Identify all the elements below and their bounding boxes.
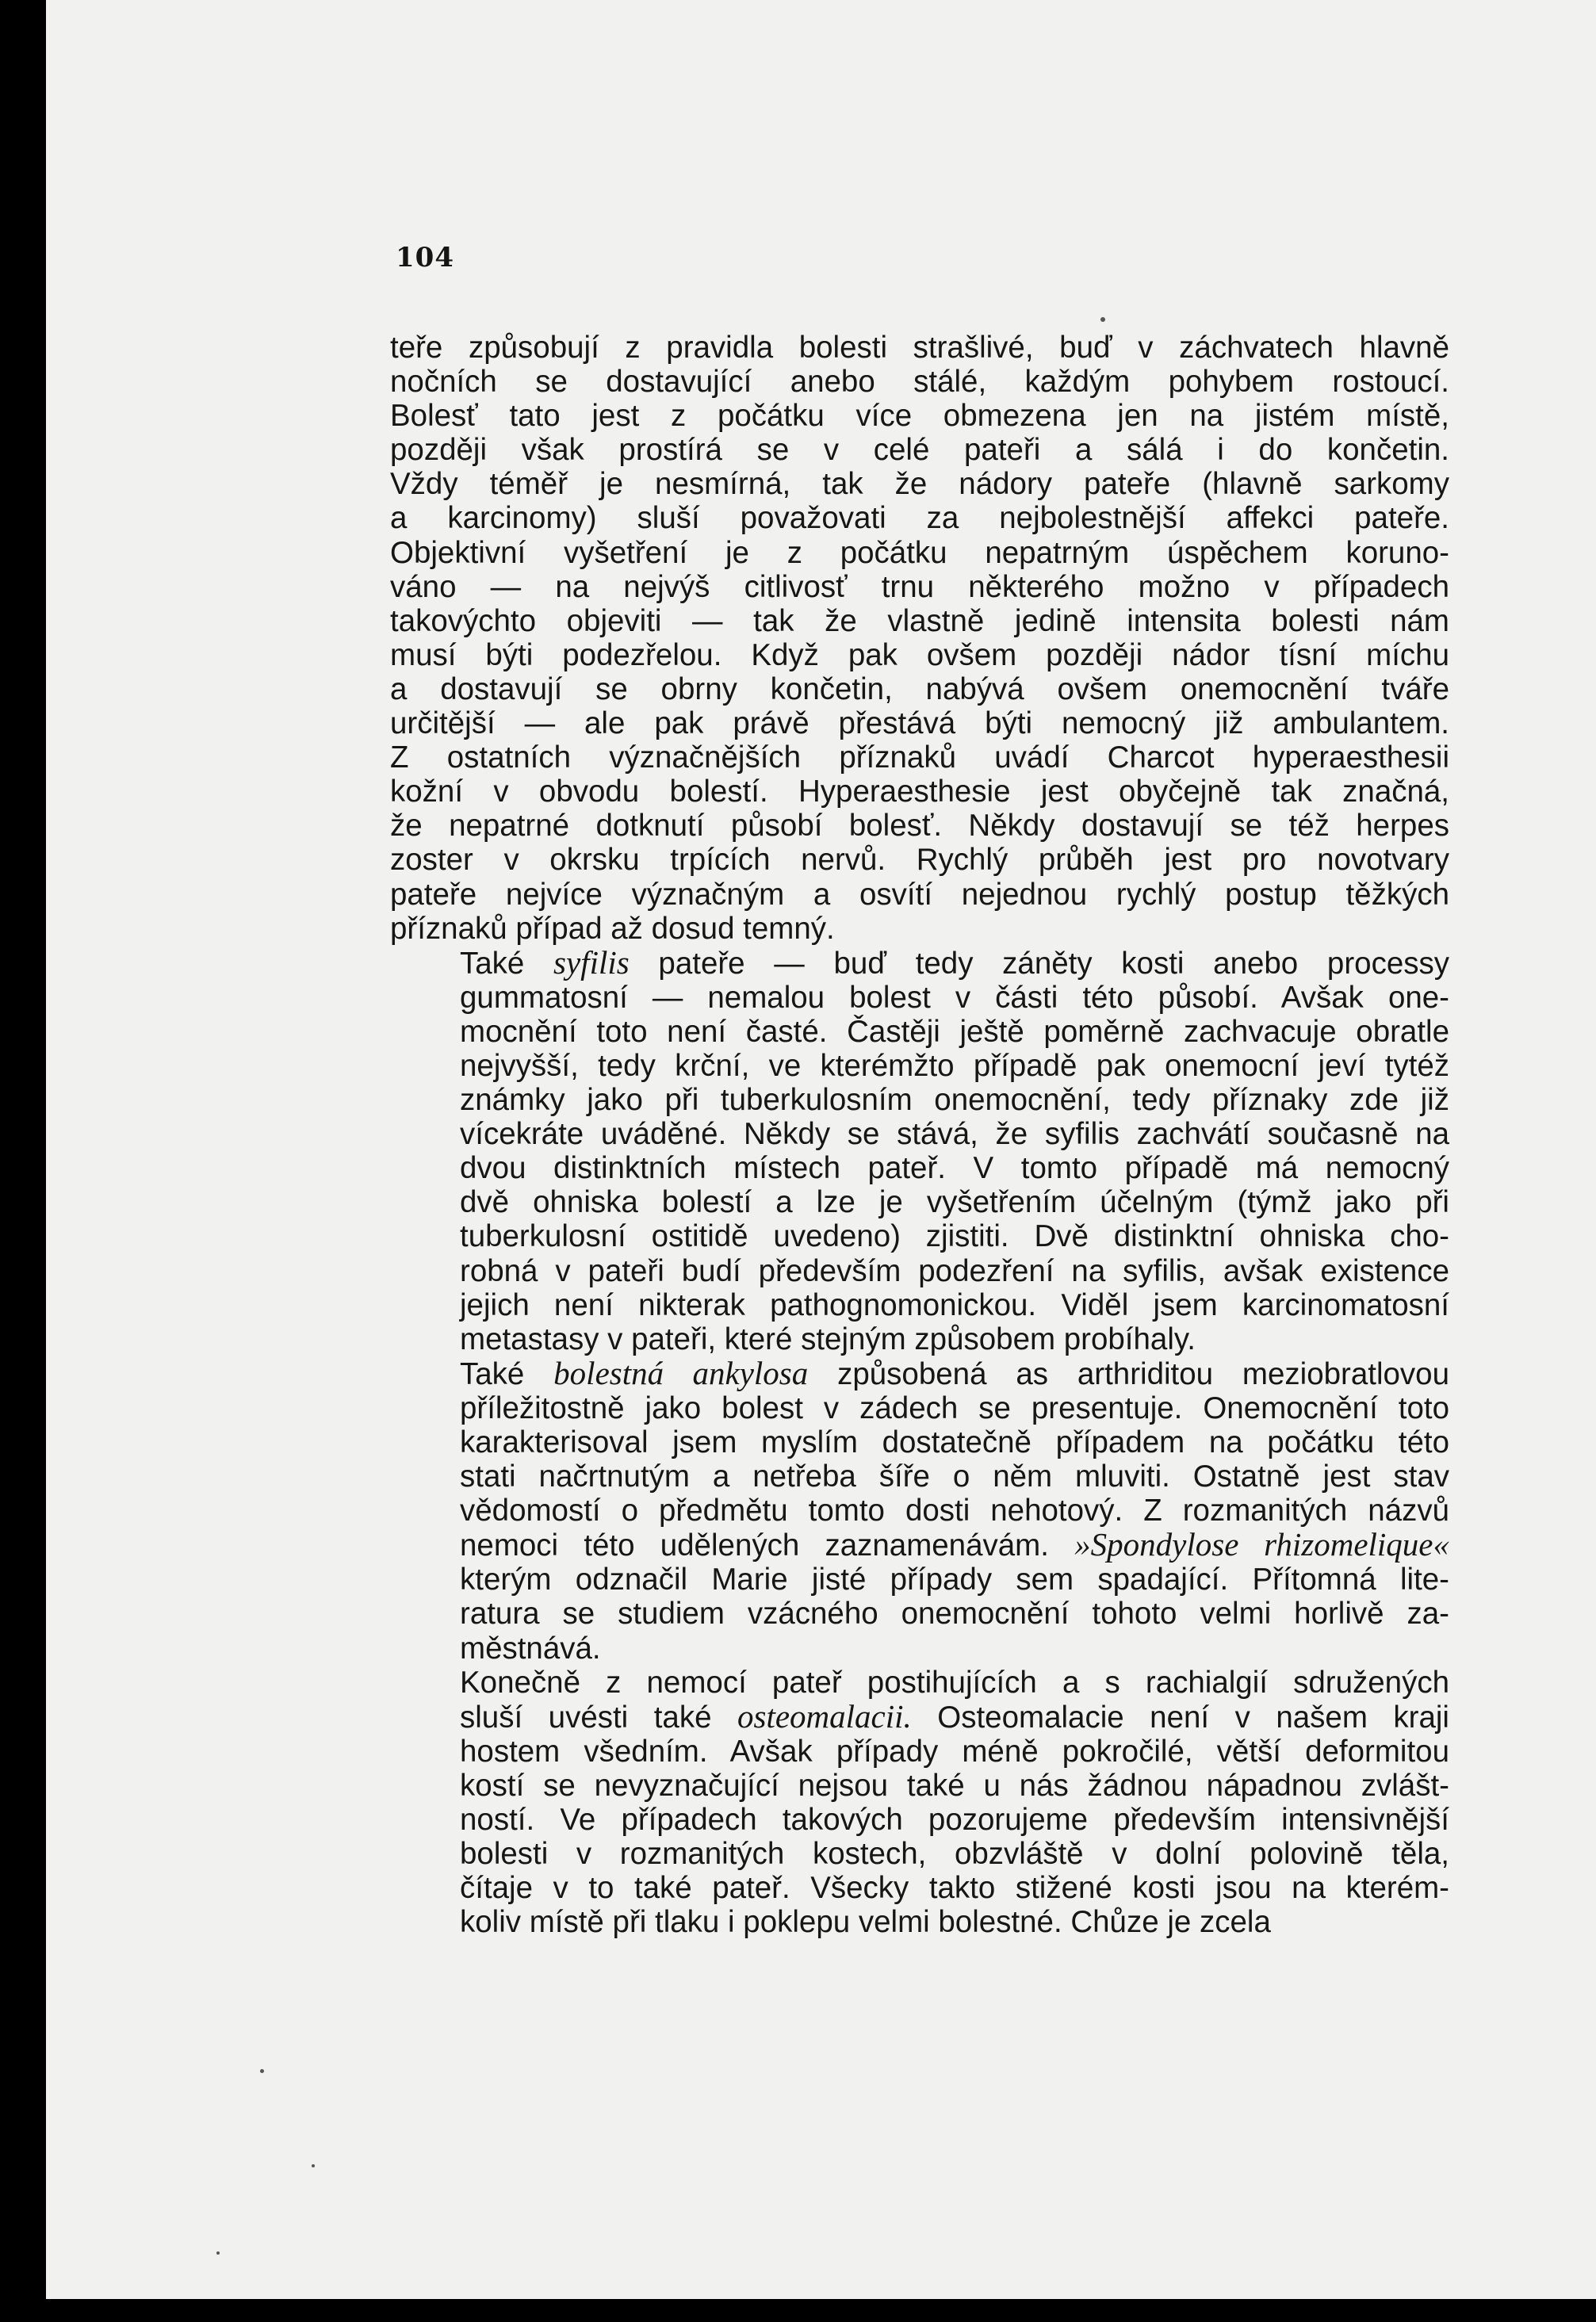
text-line (390, 1117, 1449, 1151)
text-line (390, 1356, 1449, 1391)
text-segment: bolesti v rozmanitých kostech, obzvláště v dolní polovině těla, (460, 1837, 1449, 1872)
text-line (390, 1322, 1449, 1356)
scan-speck (260, 2069, 264, 2073)
text-segment: takovýchto objeviti — tak že vlastně jedině intensita bolesti nám (390, 603, 1449, 638)
italic-term: syfilis (553, 943, 630, 981)
text-segment: hostem všedním. Avšak případy méně pokročilé, větší deformitou (460, 1734, 1449, 1769)
paragraph (390, 331, 1449, 946)
text-line (390, 1563, 1449, 1597)
scan-speck (216, 2251, 220, 2255)
text-segment: zoster v okrsku trpících nervů. Rychlý průběh jest pro novotvary (390, 843, 1449, 878)
text-line (390, 1254, 1449, 1288)
text-line (390, 672, 1449, 706)
text-segment: nočních se dostavující anebo stálé, každým pohybem rostoucí. (390, 365, 1449, 400)
text-line (390, 365, 1449, 399)
text-segment: robná v pateři budí především podezření na syfilis, avšak existence (460, 1253, 1449, 1288)
text-line (390, 604, 1449, 638)
text-segment: vícekráte uváděné. Někdy se stává, že syfilis zachvátí současně na (460, 1117, 1449, 1152)
italic-term: »Spondylose rhizomelique« (1074, 1526, 1450, 1563)
text-line (390, 1528, 1449, 1563)
text-line (390, 1597, 1449, 1631)
text-segment: ratura se studiem vzácného onemocnění tohoto velmi horlivě za- (460, 1597, 1449, 1632)
text-segment: koliv místě při tlaku i poklepu velmi bolestné. Chůze je zcela (460, 1905, 1271, 1940)
text-line (390, 536, 1449, 570)
book-page (46, 0, 1596, 2299)
text-line (390, 501, 1449, 535)
page-number: 104 (396, 242, 454, 274)
text-line (390, 1697, 1449, 1735)
text-line (390, 1425, 1449, 1459)
text-segment: pateře — buď tedy záněty kosti anebo processy (629, 946, 1449, 981)
text-segment: sluší uvésti také (460, 1700, 737, 1735)
text-segment: vědomostí o předmětu tomto dosti nehotový. Z rozmanitých názvů (460, 1494, 1449, 1528)
text-segment: mocnění toto není časté. Častěji ještě poměrně zachvacuje obratle (460, 1014, 1449, 1049)
text-line (390, 1837, 1449, 1871)
text-segment: teře způsobují z pravidla bolesti strašlivé, buď v záchvatech hlavně (390, 331, 1449, 365)
text-segment: čítaje v to také pateř. Všecky takto stižené kosti jsou na kterém- (460, 1871, 1449, 1906)
text-line (390, 1871, 1449, 1905)
text-line (390, 1494, 1449, 1528)
text-line (390, 775, 1449, 809)
italic-term: bolestná ankylosa (553, 1354, 809, 1391)
text-segment: kostí se nevyznačující nejsou také u nás žádnou nápadnou zvlášt- (460, 1768, 1449, 1803)
text-segment: gummatosní — nemalou bolest v části této působí. Avšak one- (460, 980, 1449, 1015)
text-line (390, 1185, 1449, 1219)
paragraph (390, 1666, 1449, 1940)
text-line (390, 943, 1449, 981)
text-line (390, 878, 1449, 912)
text-segment: kožní v obvodu bolestí. Hyperaesthesie jest obyčejně tak značná, (390, 775, 1449, 809)
text-line (390, 1459, 1449, 1494)
text-segment: známky jako při tuberkulosním onemocnění, tedy příznaky zde již (460, 1083, 1449, 1118)
text-line (390, 1905, 1449, 1939)
text-line (390, 1803, 1449, 1837)
text-line (390, 740, 1449, 775)
text-segment: pateře nejvíce význačným a osvítí nejednou rychlý postup těžkých (390, 877, 1449, 912)
text-segment: Objektivní vyšetření je z počátku nepatrným úspěchem koruno- (390, 535, 1449, 570)
text-line (390, 843, 1449, 877)
text-segment: Z ostatních význačnějších příznaků uvádí Charcot hyperaesthesii (390, 740, 1449, 775)
text-line (390, 570, 1449, 604)
text-line (390, 1049, 1449, 1083)
text-segment: nejvyšší, tedy krční, ve kterémžto případě pak onemocní jeví tytéž (460, 1048, 1449, 1083)
body-text (390, 331, 1449, 1939)
paragraph (390, 1356, 1449, 1666)
text-segment: Také (460, 946, 554, 981)
text-segment: kterým odznačil Marie jisté případy sem spadající. Přítomná lite- (460, 1563, 1449, 1597)
text-segment: a karcinomy) sluší považovati za nejbolestnější affekci pateře. (390, 501, 1449, 536)
text-line (390, 809, 1449, 843)
text-segment: Vždy téměř je nesmírná, tak že nádory pateře (hlavně sarkomy (390, 467, 1449, 502)
text-segment: karakterisoval jsem myslím dostatečně případem na počátku této (460, 1425, 1449, 1459)
text-line (390, 981, 1449, 1015)
text-line (390, 1632, 1449, 1666)
text-segment: že nepatrné dotknutí působí bolesť. Někdy dostavují se též herpes (390, 809, 1449, 843)
text-line (390, 331, 1449, 365)
text-line (390, 1288, 1449, 1322)
text-segment: nemoci této udělených zaznamenávám. (460, 1528, 1075, 1563)
text-segment: a dostavují se obrny končetin, nabývá ovšem onemocnění tváře (390, 671, 1449, 706)
scan-speck (312, 2164, 315, 2167)
text-line (390, 1015, 1449, 1049)
scan-speck (1100, 317, 1105, 322)
text-segment: Konečně z nemocí pateř postihujících a s rachialgií sdružených (460, 1665, 1449, 1700)
text-segment: metastasy v pateři, které stejným způsobem probíhaly. (460, 1322, 1196, 1356)
text-segment: příležitostně jako bolest v zádech se presentuje. Onemocnění toto (460, 1391, 1449, 1425)
text-segment: způsobená as arthriditou meziobratlovou (808, 1356, 1449, 1391)
text-segment: stati načrtnutým a netřeba šíře o něm mluviti. Ostatně jest stav (460, 1459, 1449, 1494)
text-line (390, 433, 1449, 467)
text-segment: městnává. (460, 1631, 601, 1666)
text-segment: příznaků případ až dosud temný. (390, 911, 835, 946)
text-line (390, 1735, 1449, 1769)
text-line (390, 638, 1449, 672)
text-segment: ností. Ve případech takových pozorujeme především intensivnější (460, 1803, 1449, 1838)
text-segment: dvou distinktních místech pateř. V tomto případě má nemocný (460, 1151, 1449, 1186)
text-segment: váno — na nejvýš citlivosť trnu některého možno v případech (390, 569, 1449, 604)
text-line (390, 399, 1449, 433)
italic-term: osteomalacii. (737, 1697, 912, 1735)
text-segment: Osteomalacie není v našem kraji (911, 1700, 1449, 1735)
text-line (390, 1151, 1449, 1185)
text-segment: později však prostírá se v celé pateři a sálá i do končetin. (390, 433, 1449, 468)
text-line (390, 706, 1449, 740)
text-line (390, 467, 1449, 501)
text-segment: Bolesť tato jest z počátku více obmezena jen na jistém místě, (390, 399, 1449, 434)
paragraph (390, 943, 1449, 1356)
text-segment: dvě ohniska bolestí a lze je vyšetřením účelným (týmž jako při (460, 1185, 1449, 1220)
text-line (390, 1391, 1449, 1425)
text-segment: tuberkulosní ostitidě uvedeno) zjistiti. Dvě distinktní ohniska cho- (460, 1219, 1449, 1254)
text-line (390, 1083, 1449, 1117)
text-line (390, 912, 1449, 946)
text-segment: určitější — ale pak právě přestává býti nemocný již ambulantem. (390, 706, 1449, 741)
text-segment: jejich není nikterak pathognomonickou. Viděl jsem karcinomatosní (460, 1287, 1449, 1322)
text-line (390, 1219, 1449, 1253)
text-segment: Také (460, 1356, 554, 1391)
text-segment: musí býti podezřelou. Když pak ovšem později nádor tísní míchu (390, 637, 1449, 672)
text-line (390, 1769, 1449, 1803)
text-line (390, 1666, 1449, 1700)
